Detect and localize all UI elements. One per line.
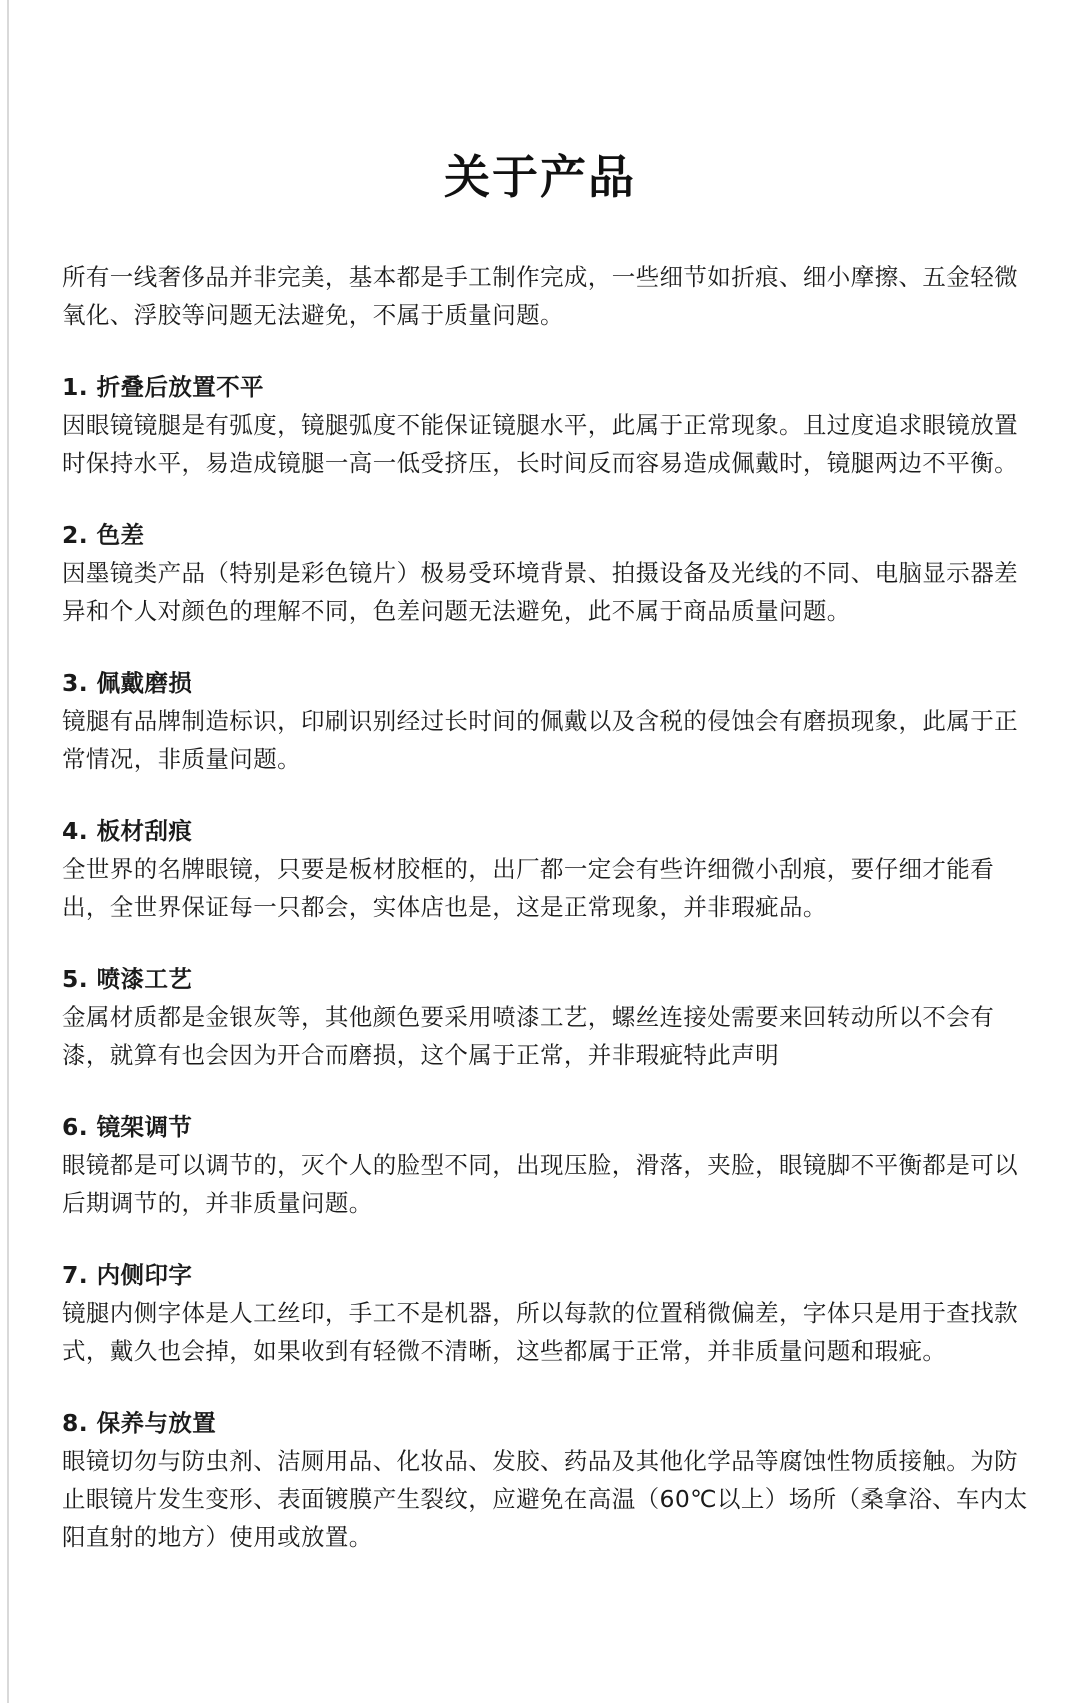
left-edge-divider [7, 0, 9, 1703]
section-heading: 6. 镜架调节 [62, 1113, 193, 1141]
notice-section-3 [62, 664, 1030, 778]
intro-paragraph: 所有一线奢侈品并非完美，基本都是手工制作完成，一些细节如折痕、细小摩擦、五金轻微氧化、浮胶等问题无法避免，不属于质量问题。 [62, 263, 1018, 329]
notice-section-4 [62, 812, 1030, 926]
section-body: 眼镜都是可以调节的，灭个人的脸型不同，出现压脸，滑落，夹脸，眼镜脚不平衡都是可以后期调节的，并非质量问题。 [62, 1151, 1018, 1217]
section-heading: 8. 保养与放置 [62, 1409, 217, 1437]
section-body: 全世界的名牌眼镜，只要是板材胶框的，出厂都一定会有些许细微小刮痕，要仔细才能看出，全世界保证每一只都会，实体店也是，这是正常现象，并非瑕疵品。 [62, 855, 995, 921]
notice-section-8 [62, 1404, 1030, 1556]
notice-section-5 [62, 960, 1030, 1074]
notice-section-1 [62, 368, 1030, 482]
notice-section-2 [62, 516, 1030, 630]
section-heading: 5. 喷漆工艺 [62, 965, 193, 993]
page-title: 关于产品 [444, 149, 636, 204]
section-body: 镜腿内侧字体是人工丝印，手工不是机器，所以每款的位置稍微偏差，字体只是用于查找款式，戴久也会掉，如果收到有轻微不清晰，这些都属于正常，并非质量问题和瑕疵。 [62, 1299, 1018, 1365]
notice-content [62, 258, 1030, 1590]
section-heading: 3. 佩戴磨损 [62, 669, 193, 697]
section-body: 金属材质都是金银灰等，其他颜色要采用喷漆工艺，螺丝连接处需要来回转动所以不会有漆，就算有也会因为开合而磨损，这个属于正常，并非瑕疵特此声明 [62, 1003, 995, 1069]
section-heading: 4. 板材刮痕 [62, 817, 193, 845]
section-heading: 7. 内侧印字 [62, 1261, 193, 1289]
section-body: 镜腿有品牌制造标识，印刷识别经过长时间的佩戴以及含税的侵蚀会有磨损现象，此属于正常情况，非质量问题。 [62, 707, 1018, 773]
section-body: 因墨镜类产品（特别是彩色镜片）极易受环境背景、拍摄设备及光线的不同、电脑显示器差异和个人对颜色的理解不同，色差问题无法避免，此不属于商品质量问题。 [62, 559, 1018, 625]
section-body: 眼镜切勿与防虫剂、洁厕用品、化妆品、发胶、药品及其他化学品等腐蚀性物质接触。为防止眼镜片发生变形、表面镀膜产生裂纹，应避免在高温（60℃以上）场所（桑拿浴、车内太阳直射的地方）使用或放置。 [62, 1447, 1028, 1551]
section-body: 因眼镜镜腿是有弧度，镜腿弧度不能保证镜腿水平，此属于正常现象。且过度追求眼镜放置时保持水平，易造成镜腿一高一低受挤压，长时间反而容易造成佩戴时，镜腿两边不平衡。 [62, 411, 1018, 477]
notice-section-7 [62, 1256, 1030, 1370]
section-heading: 1. 折叠后放置不平 [62, 373, 264, 401]
notice-section-6 [62, 1108, 1030, 1222]
section-heading: 2. 色差 [62, 521, 145, 549]
